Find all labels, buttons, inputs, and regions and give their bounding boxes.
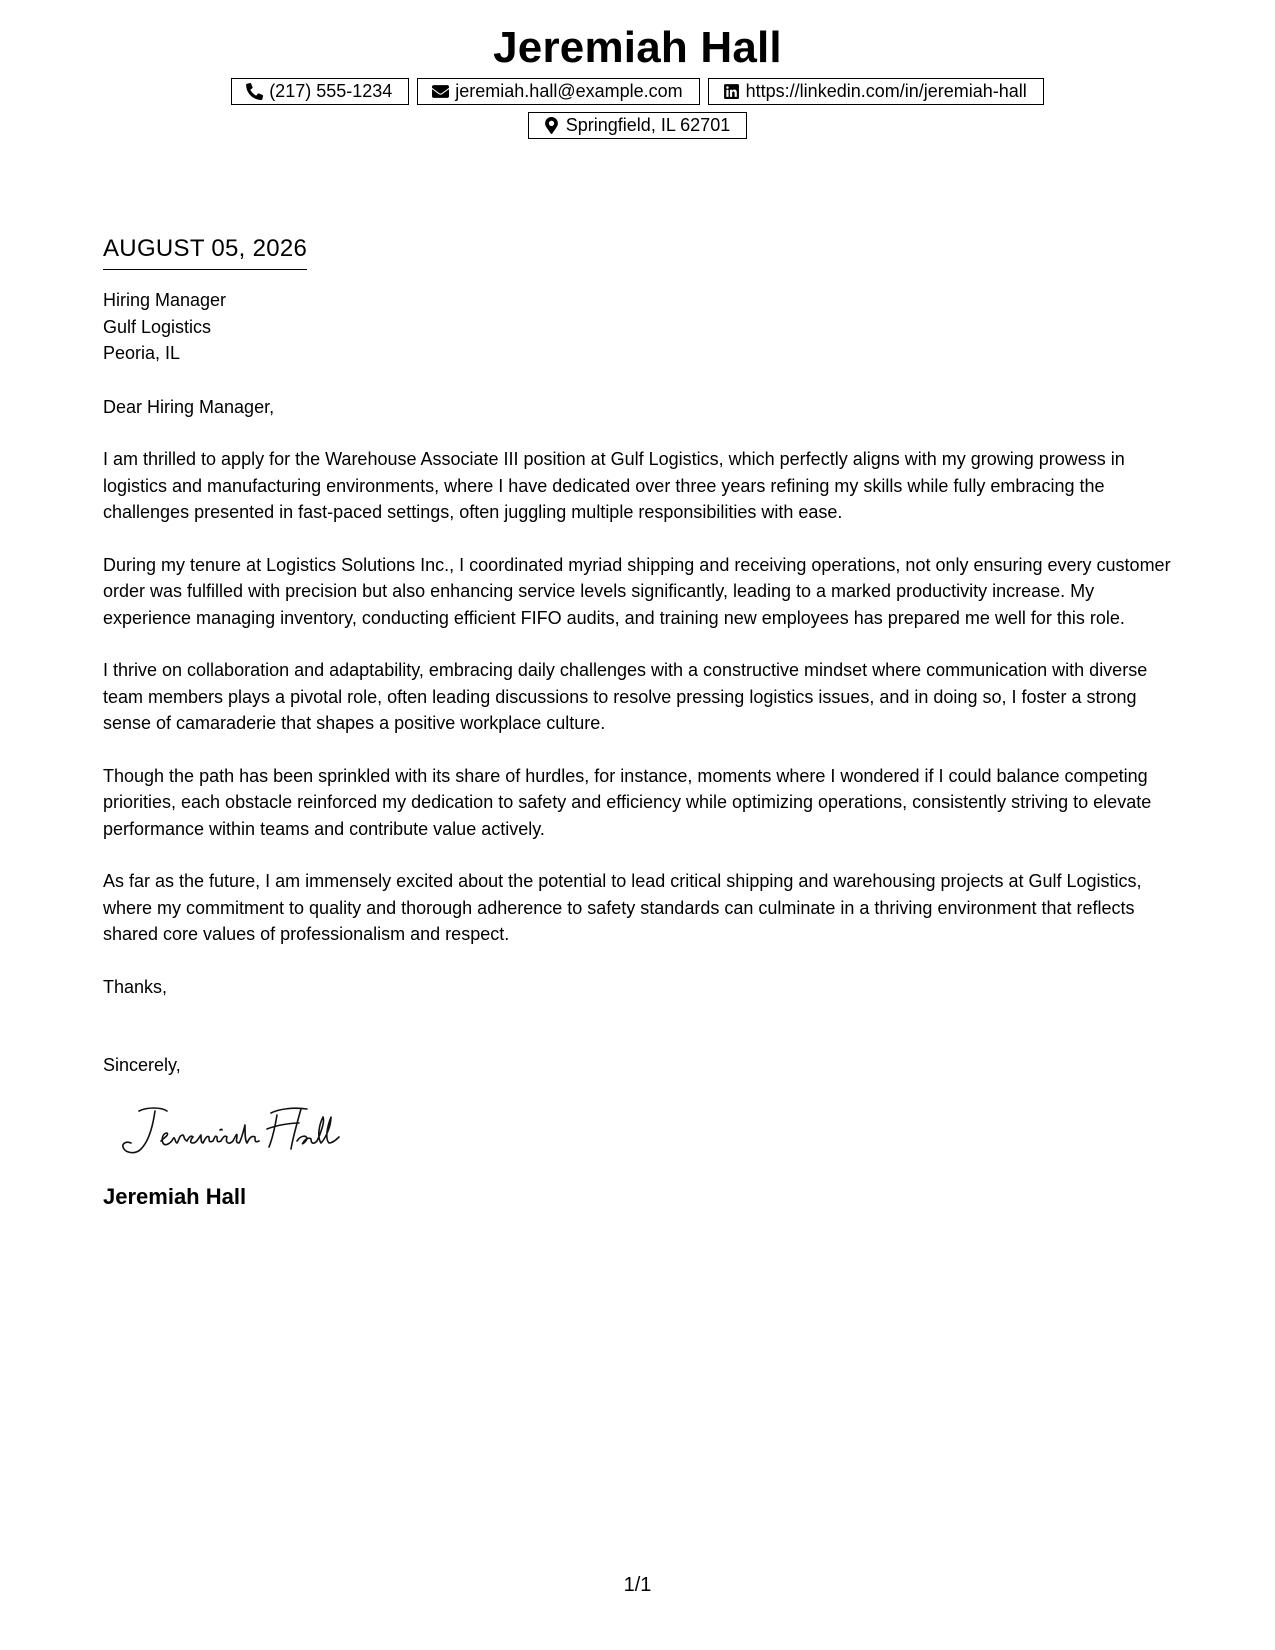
email-chip[interactable]	[417, 78, 699, 105]
phone-icon	[246, 83, 263, 100]
envelope-icon	[432, 83, 449, 100]
location-chip[interactable]	[528, 112, 747, 139]
contact-row-primary	[0, 78, 1275, 105]
recipient-location: Peoria, IL	[103, 343, 181, 363]
linkedin-chip[interactable]	[708, 78, 1044, 105]
page-indicator: 1/1	[623, 1574, 652, 1596]
letter-body	[103, 232, 1178, 1212]
signer-name: Jeremiah Hall	[103, 1184, 247, 1209]
body-paragraph: As far as the future, I am immensely excited about the potential to lead critical shipping and warehousing projects at Gulf Logistics, where my commitment to quality and thorough adherence to safety standards can culminate in a thriving environment that reflects shared core values of professionalism and respect.	[103, 871, 1142, 944]
recipient-block	[103, 287, 1178, 367]
phone-chip[interactable]	[231, 78, 409, 105]
body-paragraph: I am thrilled to apply for the Warehouse Associate III position at Gulf Logistics, which perfectly aligns with my growing prowess in logistics and manufacturing environments, where I have dedicated over three years refining my skills while fully embracing the challenges presented in fast-paced settings, often juggling multiple responsibilities with ease.	[103, 449, 1125, 522]
letter-date: AUGUST 05, 2026	[103, 232, 307, 270]
map-pin-icon	[543, 117, 560, 134]
recipient-title: Hiring Manager	[103, 290, 227, 310]
letter-header	[0, 22, 1275, 139]
body-paragraph: During my tenure at Logistics Solutions Inc., I coordinated myriad shipping and receiving operations, not only ensuring every customer order was fulfilled with precision but also enhancing service levels significantly, leading to a marked productivity increase. My experience managing inventory, conducting efficient FIFO audits, and training new employees has prepared me well for this role.	[103, 554, 1171, 628]
closing-sign-off: Sincerely,	[103, 1055, 181, 1075]
salutation: Dear Hiring Manager,	[103, 396, 275, 417]
linkedin-text: https://linkedin.com/in/jeremiah-hall	[745, 81, 1027, 101]
email-text: jeremiah.hall@example.com	[455, 81, 683, 101]
handwritten-signature	[117, 1103, 377, 1159]
phone-text: (217) 555-1234	[269, 81, 393, 101]
linkedin-icon	[723, 83, 740, 100]
body-paragraph: Though the path has been sprinkled with its share of hurdles, for instance, moments where I wondered if I could balance competing priorities, each obstacle reinforced my dedication to safety and efficiency while optimizing operations, consistently striving to elevate performance within teams and contribute value actively.	[103, 765, 1152, 839]
closing-thanks: Thanks,	[103, 976, 168, 997]
contact-row-secondary	[0, 112, 1275, 139]
applicant-name: Jeremiah Hall	[493, 23, 782, 72]
body-paragraph: I thrive on collaboration and adaptability, embracing daily challenges with a constructive mindset where communication with diverse team members plays a pivotal role, often leading discussions to resolve pressing logistics issues, and in doing so, I foster a strong sense of camaraderie that shapes a positive workplace culture.	[103, 660, 1148, 733]
location-text: Springfield, IL 62701	[565, 115, 731, 135]
recipient-company: Gulf Logistics	[103, 316, 212, 337]
